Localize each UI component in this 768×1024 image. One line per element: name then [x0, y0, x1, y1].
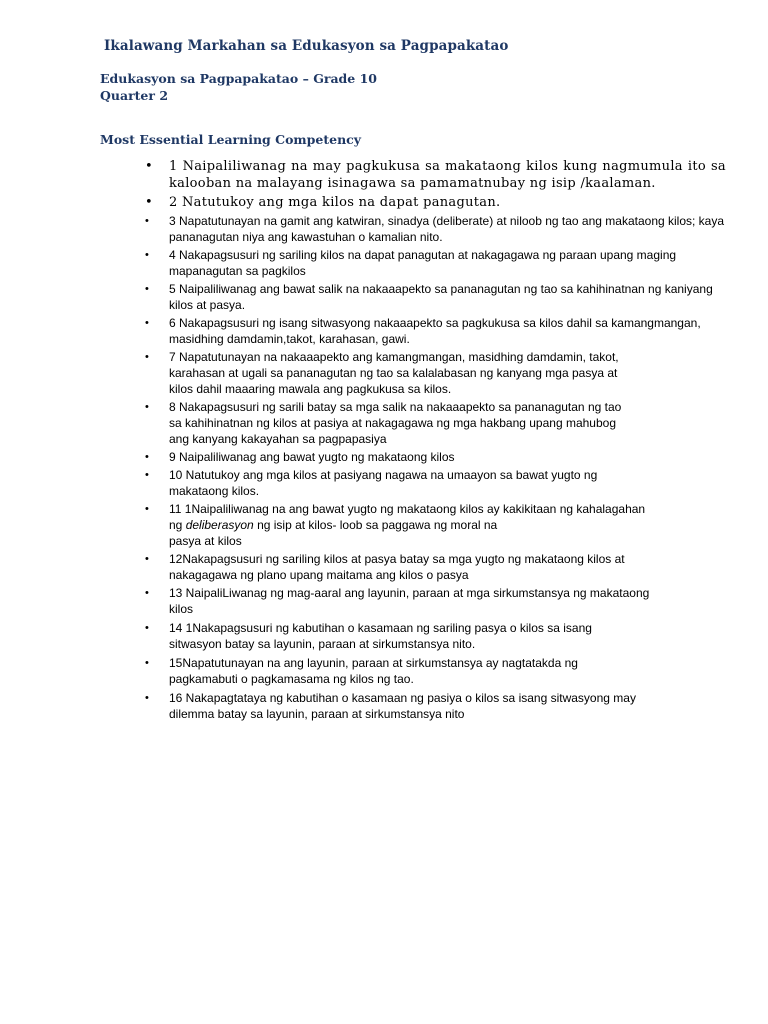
- bullet-icon: •: [145, 195, 153, 210]
- competency-line: kilos dahil maaaring mawala ang pagkukusa sa kilos.: [169, 382, 452, 396]
- competency-item-4: [144, 247, 726, 279]
- competency-line: 8 Nakapagsusuri ng sarili batay sa mga salik na nakaaapekto sa pananagutan ng tao: [169, 400, 622, 414]
- competency-item-13: [144, 585, 726, 617]
- competency-item-7: [144, 349, 726, 397]
- bullet-icon: •: [145, 451, 149, 463]
- competency-item-9: [144, 449, 726, 465]
- bullet-icon: •: [145, 503, 149, 515]
- competency-list: [144, 158, 726, 724]
- competency-item-1: [144, 158, 726, 192]
- bullet-icon: •: [145, 553, 149, 565]
- bullet-icon: •: [145, 469, 149, 481]
- competency-text: 3 Napatutunayan na gamit ang katwiran, sinadya (deliberate) at niloob ng tao ang makataong kilos; kaya pananagutan niya ang kawastuhan o kamalian nito.: [169, 214, 725, 244]
- document-title: Ikalawang Markahan sa Edukasyon sa Pagpapakatao: [104, 38, 509, 54]
- competency-line: dilemma batay sa layunin, paraan at sirkumstansya nito: [169, 707, 465, 721]
- competency-line: ang kanyang kakayahan sa pagpapasiya: [169, 432, 387, 446]
- competency-line: 16 Nakapagtataya ng kabutihan o kasamaan ng pasiya o kilos sa isang sitwasyong may: [169, 691, 636, 705]
- competency-item-3: [144, 213, 726, 245]
- competency-line: 13 NaipaliLiwanag ng mag-aaral ang layunin, paraan at mga sirkumstansya ng makataong: [169, 586, 650, 600]
- competency-item-5: [144, 281, 726, 313]
- bullet-icon: •: [145, 622, 149, 634]
- bullet-icon: •: [145, 283, 149, 295]
- bullet-icon: •: [145, 351, 149, 363]
- subject-heading: [100, 70, 377, 104]
- italic-term: deliberasyon: [185, 518, 254, 532]
- competency-line: nakagagawa ng plano upang maitama ang kilos o pasya: [169, 568, 469, 582]
- competency-line: 10 Natutukoy ang mga kilos at pasiyang nagawa na umaayon sa bawat yugto ng: [169, 468, 598, 482]
- competency-item-8: [144, 399, 726, 447]
- competency-line: makataong kilos.: [169, 484, 260, 498]
- mel-heading: Most Essential Learning Competency: [100, 132, 362, 147]
- competency-line: 15Napatutunayan na ang layunin, paraan at sirkumstansya ay nagtatakda ng: [169, 656, 578, 670]
- competency-text: 5 Naipaliliwanag ang bawat salik na nakaaapekto sa pananagutan ng tao sa kahihinatnan ng kaniyang kilos at pasya.: [169, 282, 713, 312]
- competency-item-11: [144, 501, 726, 549]
- competency-line: karahasan at ugali sa pananagutan ng tao sa kalalabasan ng kanyang mga pasya at: [169, 366, 618, 380]
- bullet-icon: •: [145, 159, 153, 174]
- competency-line: 7 Napatutunayan na nakaaapekto ang kamangmangan, masidhing damdamin, takot,: [169, 350, 619, 364]
- bullet-icon: •: [145, 401, 149, 413]
- competency-line: [169, 517, 726, 533]
- bullet-icon: •: [145, 249, 149, 261]
- competency-line: sa kahihinatnan ng kilos at pasiya at nakagagawa ng mga hakbang upang mahubog: [169, 416, 616, 430]
- line-prefix: ng: [169, 518, 186, 532]
- competency-line: pasya at kilos: [169, 534, 242, 548]
- competency-item-15: [144, 655, 726, 687]
- competency-item-12: [144, 551, 726, 583]
- competency-line: pagkamabuti o pagkamasama ng kilos ng tao.: [169, 672, 414, 686]
- competency-item-14: [144, 620, 726, 652]
- bullet-icon: •: [145, 692, 149, 704]
- competency-line: 14 1Nakapagsusuri ng kabutihan o kasamaan ng sariling pasya o kilos sa isang: [169, 621, 592, 635]
- competency-line: 12Nakapagsusuri ng sariling kilos at pasya batay sa mga yugto ng makataong kilos at: [169, 552, 625, 566]
- competency-item-2: [144, 194, 726, 211]
- bullet-icon: •: [145, 215, 149, 227]
- competency-text: 6 Nakapagsusuri ng isang sitwasyong nakaaapekto sa pagkukusa sa kilos dahil sa kamangmangan, masidhing damdamin,takot, karahasan, gawi.: [169, 316, 701, 346]
- competency-text: 4 Nakapagsusuri ng sariling kilos na dapat panagutan at nakagagawa ng paraan upang maging mapanagutan sa pagkilos: [169, 248, 677, 278]
- subject-line: Edukasyon sa Pagpapakatao – Grade 10: [100, 71, 377, 86]
- bullet-icon: •: [145, 587, 149, 599]
- competency-text: 2 Natutukoy ang mga kilos na dapat panagutan.: [169, 195, 501, 210]
- competency-line: kilos: [169, 602, 194, 616]
- bullet-icon: •: [145, 657, 149, 669]
- bullet-icon: •: [145, 317, 149, 329]
- line-suffix: ng isip at kilos- loob sa paggawa ng moral na: [253, 518, 498, 532]
- competency-item-6: [144, 315, 726, 347]
- quarter-line: Quarter 2: [100, 88, 169, 103]
- competency-line: sitwasyon batay sa layunin, paraan at sirkumstansya nito.: [169, 637, 476, 651]
- competency-item-16: [144, 690, 726, 722]
- competency-line: 11 1Naipaliliwanag na ang bawat yugto ng makataong kilos ay kakikitaan ng kahalagahan: [169, 502, 646, 516]
- competency-text: 1 Naipaliliwanag na may pagkukusa sa makataong kilos kung nagmumula ito sa kalooban na malayang isinagawa sa pamamatnubay ng isip /kaalaman.: [169, 159, 726, 191]
- competency-line: 9 Naipaliliwanag ang bawat yugto ng makataong kilos: [169, 450, 455, 464]
- competency-item-10: [144, 467, 726, 499]
